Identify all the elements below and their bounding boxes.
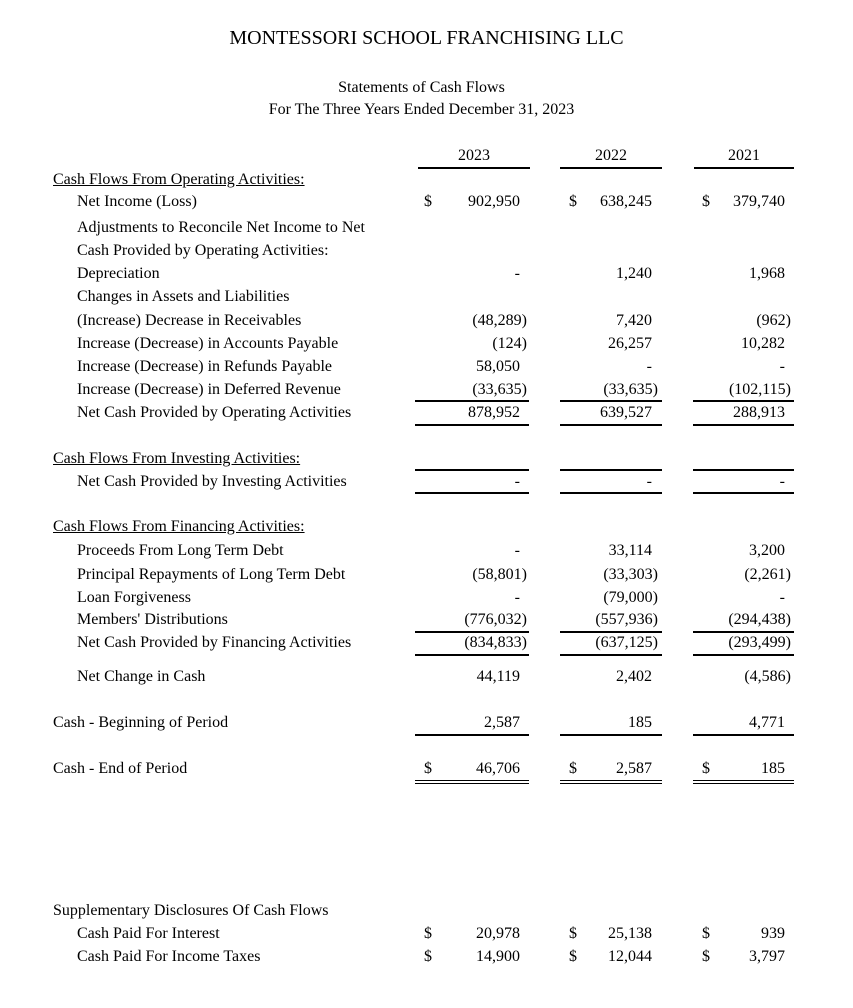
changes-label: Changes in Assets and Liabilities — [77, 288, 290, 305]
value-2021: (4,586) — [744, 668, 791, 685]
column-header-underline — [418, 167, 530, 169]
value-2021: 4,771 — [749, 714, 785, 731]
value-2022: 33,114 — [608, 542, 652, 559]
value-2021: (102,115) — [728, 381, 791, 398]
row-label: Cash - End of Period — [53, 760, 188, 777]
currency-symbol: $ — [424, 193, 432, 210]
value-2023: 20,978 — [476, 925, 520, 942]
subtotal-rule — [560, 400, 662, 402]
value-2022: - — [646, 358, 652, 375]
value-2023: - — [514, 589, 520, 606]
value-2023: 46,706 — [476, 760, 520, 777]
currency-symbol: $ — [569, 760, 577, 777]
value-2022: (557,936) — [595, 611, 658, 628]
column-header-2023: 2023 — [458, 147, 490, 164]
section-title-investing: Cash Flows From Investing Activities: — [53, 450, 301, 467]
value-2022: (79,000) — [603, 589, 658, 606]
value-2022: 638,245 — [600, 193, 652, 210]
company-name: MONTESSORI SCHOOL FRANCHISING LLC — [229, 27, 624, 49]
currency-symbol: $ — [569, 925, 577, 942]
value-2021: 185 — [761, 760, 785, 777]
currency-symbol: $ — [702, 193, 710, 210]
statement-period: For The Three Years Ended December 31, 2023 — [268, 101, 575, 118]
double-total-rule — [560, 780, 662, 784]
subtotal-rule — [415, 400, 529, 402]
value-2023: 2,587 — [484, 714, 520, 731]
value-2021: (2,261) — [744, 566, 791, 583]
value-2023: (48,289) — [472, 312, 527, 329]
currency-symbol: $ — [424, 948, 432, 965]
currency-symbol: $ — [569, 948, 577, 965]
value-2022: 639,527 — [600, 404, 652, 421]
value-2021: - — [779, 589, 785, 606]
double-total-rule — [693, 780, 794, 784]
row-label: Increase (Decrease) in Accounts Payable — [77, 335, 339, 352]
value-2022: 12,044 — [608, 948, 652, 965]
total-rule — [560, 492, 662, 494]
currency-symbol: $ — [702, 948, 710, 965]
section-title-supplementary: Supplementary Disclosures Of Cash Flows — [53, 902, 329, 919]
value-2023: 878,952 — [468, 404, 520, 421]
value-2021: 288,913 — [733, 404, 785, 421]
row-label: Net Income (Loss) — [77, 193, 197, 210]
value-2023: (33,635) — [472, 381, 527, 398]
value-2021: (294,438) — [728, 611, 791, 628]
value-2023: (776,032) — [464, 611, 527, 628]
value-2022: 25,138 — [608, 925, 652, 942]
row-label: Net Change in Cash — [77, 668, 206, 685]
value-2023: (124) — [492, 335, 527, 352]
value-2021: 379,740 — [733, 193, 785, 210]
row-label: Principal Repayments of Long Term Debt — [77, 566, 346, 583]
adjustments-label-line2: Cash Provided by Operating Activities: — [77, 242, 329, 259]
total-rule — [693, 424, 794, 426]
row-label: Net Cash Provided by Operating Activities — [77, 404, 352, 421]
row-label: (Increase) Decrease in Receivables — [77, 312, 302, 329]
row-label: Increase (Decrease) in Deferred Revenue — [77, 381, 341, 398]
value-2022: 2,402 — [616, 668, 652, 685]
value-2021: 3,797 — [749, 948, 785, 965]
subtotal-rule — [415, 469, 529, 471]
value-2022: 2,587 — [616, 760, 652, 777]
row-label: Cash Paid For Interest — [77, 925, 220, 942]
total-rule — [693, 492, 794, 494]
double-total-rule — [415, 780, 529, 784]
currency-symbol: $ — [702, 925, 710, 942]
section-title-financing: Cash Flows From Financing Activities: — [53, 518, 305, 535]
value-2023: 44,119 — [476, 668, 520, 685]
row-label: Depreciation — [77, 265, 160, 282]
value-2022: 185 — [628, 714, 652, 731]
total-rule — [560, 654, 662, 656]
value-2021: (962) — [756, 312, 791, 329]
value-2022: (637,125) — [595, 634, 658, 651]
value-2021: 10,282 — [741, 335, 785, 352]
currency-symbol: $ — [569, 193, 577, 210]
value-2023: 58,050 — [476, 358, 520, 375]
value-2023: - — [514, 265, 520, 282]
adjustments-label-line1: Adjustments to Reconcile Net Income to Net — [77, 219, 365, 236]
column-header-underline — [694, 167, 794, 169]
subtotal-rule — [560, 734, 662, 736]
value-2021: - — [779, 473, 785, 490]
value-2021: - — [779, 358, 785, 375]
subtotal-rule — [415, 734, 529, 736]
column-header-2022: 2022 — [595, 147, 627, 164]
row-label: Cash Paid For Income Taxes — [77, 948, 261, 965]
subtotal-rule — [560, 631, 662, 633]
subtotal-rule — [560, 469, 662, 471]
row-label: Net Cash Provided by Investing Activities — [77, 473, 347, 490]
value-2023: 14,900 — [476, 948, 520, 965]
row-label: Loan Forgiveness — [77, 589, 191, 606]
value-2022: - — [646, 473, 652, 490]
value-2021: 3,200 — [749, 542, 785, 559]
row-label: Net Cash Provided by Financing Activities — [77, 634, 352, 651]
value-2022: (33,303) — [603, 566, 658, 583]
value-2022: (33,635) — [603, 381, 658, 398]
total-rule — [560, 424, 662, 426]
statement-title: Statements of Cash Flows — [338, 79, 505, 96]
column-header-underline — [560, 167, 662, 169]
subtotal-rule — [693, 631, 794, 633]
value-2022: 26,257 — [608, 335, 652, 352]
currency-symbol: $ — [424, 925, 432, 942]
value-2023: (58,801) — [472, 566, 527, 583]
subtotal-rule — [415, 631, 529, 633]
currency-symbol: $ — [424, 760, 432, 777]
value-2021: 939 — [761, 925, 785, 942]
value-2021: 1,968 — [749, 265, 785, 282]
subtotal-rule — [693, 400, 794, 402]
value-2023: 902,950 — [468, 193, 520, 210]
currency-symbol: $ — [702, 760, 710, 777]
total-rule — [693, 654, 794, 656]
column-header-2021: 2021 — [728, 147, 760, 164]
row-label: Members' Distributions — [77, 611, 228, 628]
total-rule — [415, 492, 529, 494]
value-2023: - — [514, 542, 520, 559]
row-label: Cash - Beginning of Period — [53, 714, 229, 731]
subtotal-rule — [693, 469, 794, 471]
value-2023: - — [514, 473, 520, 490]
section-title-operating: Cash Flows From Operating Activities: — [53, 171, 305, 188]
value-2022: 7,420 — [616, 312, 652, 329]
row-label: Increase (Decrease) in Refunds Payable — [77, 358, 332, 375]
value-2023: (834,833) — [464, 634, 527, 651]
total-rule — [415, 654, 529, 656]
value-2022: 1,240 — [616, 265, 652, 282]
row-label: Proceeds From Long Term Debt — [77, 542, 284, 559]
subtotal-rule — [693, 734, 794, 736]
total-rule — [415, 424, 529, 426]
value-2021: (293,499) — [728, 634, 791, 651]
